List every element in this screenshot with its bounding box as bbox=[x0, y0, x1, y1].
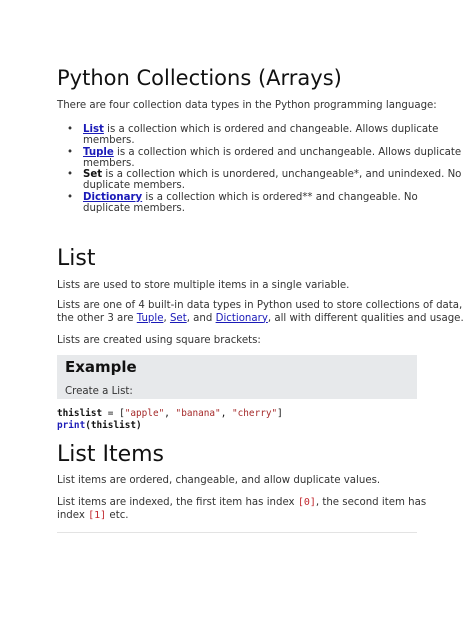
list-items-paragraph-1: List items are ordered, changeable, and allow duplicate values. bbox=[57, 475, 381, 486]
list-items-paragraph-2 bbox=[57, 497, 426, 522]
bullet-icon: • bbox=[67, 146, 74, 158]
example-subtitle: Create a List: bbox=[65, 386, 133, 397]
code-string: "cherry" bbox=[232, 408, 278, 419]
list-item bbox=[67, 192, 461, 215]
list-item-text: is a collection which is ordered and changeable. Allows duplicate bbox=[103, 124, 439, 135]
code-token: , bbox=[164, 408, 176, 419]
intro-text: There are four collection data types in the Python programming language: bbox=[57, 100, 437, 111]
bullet-icon: • bbox=[67, 124, 74, 135]
list-item-text-cont: duplicate members. bbox=[83, 180, 185, 192]
list-paragraph-1: Lists are used to store multiple items in a single variable. bbox=[57, 280, 350, 291]
list-item-text: is a collection which is unordered, unchangeable*, and unindexed. No bbox=[102, 169, 462, 181]
list-item bbox=[67, 147, 461, 170]
paragraph-text: List items are indexed, the first item has index bbox=[57, 497, 298, 508]
code-variable: thislist bbox=[57, 408, 103, 419]
paragraph-line: Lists are one of 4 built-in data types in Python used to store collections of data, bbox=[57, 300, 463, 311]
code-token: , bbox=[220, 408, 232, 419]
list-item-text-cont: members. bbox=[83, 157, 135, 169]
page-title: Python Collections (Arrays) bbox=[57, 66, 342, 90]
list-item bbox=[67, 124, 461, 147]
bullet-icon: • bbox=[67, 169, 74, 181]
paragraph-text: , and bbox=[186, 312, 216, 324]
tuple-link[interactable]: Tuple bbox=[83, 146, 114, 158]
list-paragraph-2 bbox=[57, 300, 464, 325]
list-item-text-cont: duplicate members. bbox=[83, 203, 185, 215]
collections-list bbox=[67, 124, 461, 214]
code-token: = [ bbox=[102, 408, 125, 419]
list-item bbox=[67, 169, 461, 192]
code-block bbox=[57, 408, 283, 432]
inline-code: [1] bbox=[88, 509, 107, 521]
code-string: "apple" bbox=[124, 408, 165, 419]
paragraph-text: the other 3 are bbox=[57, 312, 137, 324]
dictionary-inline-link[interactable]: Dictionary bbox=[215, 312, 268, 324]
code-function: print bbox=[57, 420, 86, 431]
list-paragraph-3: Lists are created using square brackets: bbox=[57, 335, 261, 346]
example-title: Example bbox=[65, 358, 137, 376]
dictionary-link[interactable]: Dictionary bbox=[83, 191, 143, 203]
paragraph-text: etc. bbox=[106, 509, 129, 521]
bullet-icon: • bbox=[67, 191, 74, 203]
set-inline-link[interactable]: Set bbox=[169, 312, 187, 324]
code-string: "banana" bbox=[175, 408, 221, 419]
list-heading: List bbox=[57, 246, 96, 271]
list-item-text: is a collection which is ordered and unchangeable. Allows duplicate bbox=[113, 146, 462, 158]
paragraph-text: , all with different qualities and usage. bbox=[267, 312, 464, 324]
paragraph-text: index bbox=[57, 509, 89, 521]
list-items-heading: List Items bbox=[57, 442, 164, 467]
set-label: Set bbox=[83, 169, 103, 181]
list-item-text-cont: members. bbox=[83, 135, 135, 147]
divider bbox=[57, 532, 417, 533]
list-item-text: is a collection which is ordered** and changeable. No bbox=[142, 191, 418, 203]
list-link[interactable]: List bbox=[83, 124, 104, 135]
paragraph-text: , the second item has bbox=[315, 497, 427, 508]
example-box bbox=[57, 355, 417, 399]
code-token: ] bbox=[277, 408, 283, 419]
paragraph-text: , bbox=[163, 312, 170, 324]
code-token: (thislist) bbox=[85, 420, 142, 431]
inline-code: [0] bbox=[297, 497, 316, 508]
tuple-inline-link[interactable]: Tuple bbox=[136, 312, 164, 324]
